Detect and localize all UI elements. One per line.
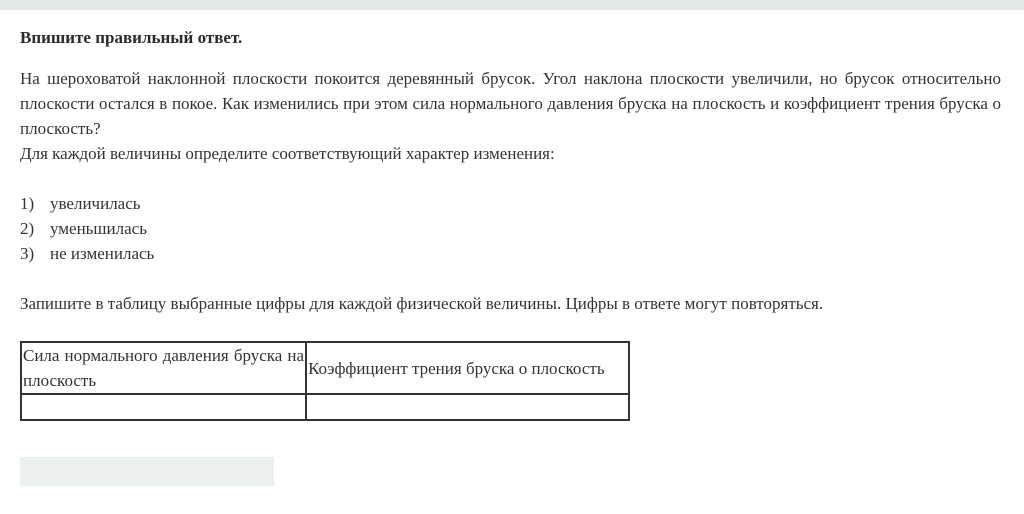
instruction-heading: Впишите правильный ответ. bbox=[20, 28, 243, 47]
header-friction-coefficient: Коэффициент трения бруска о плоскость bbox=[306, 342, 629, 394]
question-content bbox=[20, 26, 1001, 333]
answer-input-normal-force[interactable] bbox=[22, 395, 305, 419]
question-text: На шероховатой наклонной плоскости покоится деревянный брусок. Угол наклона плоскости увеличили, но брусок относительно плоскости остался в покое. Как изменились при этом сила нормального давления бруска на плоскость и коэффициент трения бруска о плоскость? bbox=[20, 69, 1001, 138]
option-label: увеличилась bbox=[50, 194, 141, 213]
submit-button[interactable] bbox=[20, 457, 274, 486]
option-label: не изменилась bbox=[50, 244, 155, 263]
option-number: 3) bbox=[20, 244, 35, 263]
table-answer-row bbox=[21, 394, 629, 420]
question-subtext: Для каждой величины определите соответствующий характер изменения: bbox=[20, 144, 555, 163]
task-text: Запишите в таблицу выбранные цифры для каждой физической величины. Цифры в ответе могут повторяться. bbox=[20, 294, 824, 313]
answer-table bbox=[20, 341, 630, 421]
option-item bbox=[20, 216, 1001, 241]
option-item bbox=[20, 191, 1001, 216]
option-number: 1) bbox=[20, 194, 35, 213]
option-number: 2) bbox=[20, 219, 35, 238]
top-bar bbox=[0, 0, 1024, 10]
option-label: уменьшилась bbox=[50, 219, 147, 238]
table-header-row bbox=[21, 342, 629, 394]
answer-cell-normal-force[interactable] bbox=[21, 394, 306, 420]
option-item bbox=[20, 241, 1001, 266]
answer-cell-friction-coefficient[interactable] bbox=[306, 394, 629, 420]
answer-input-friction-coefficient[interactable] bbox=[307, 395, 628, 419]
header-normal-force: Сила нормального давления бруска на плоскость bbox=[21, 342, 306, 394]
options-list bbox=[20, 191, 1001, 266]
